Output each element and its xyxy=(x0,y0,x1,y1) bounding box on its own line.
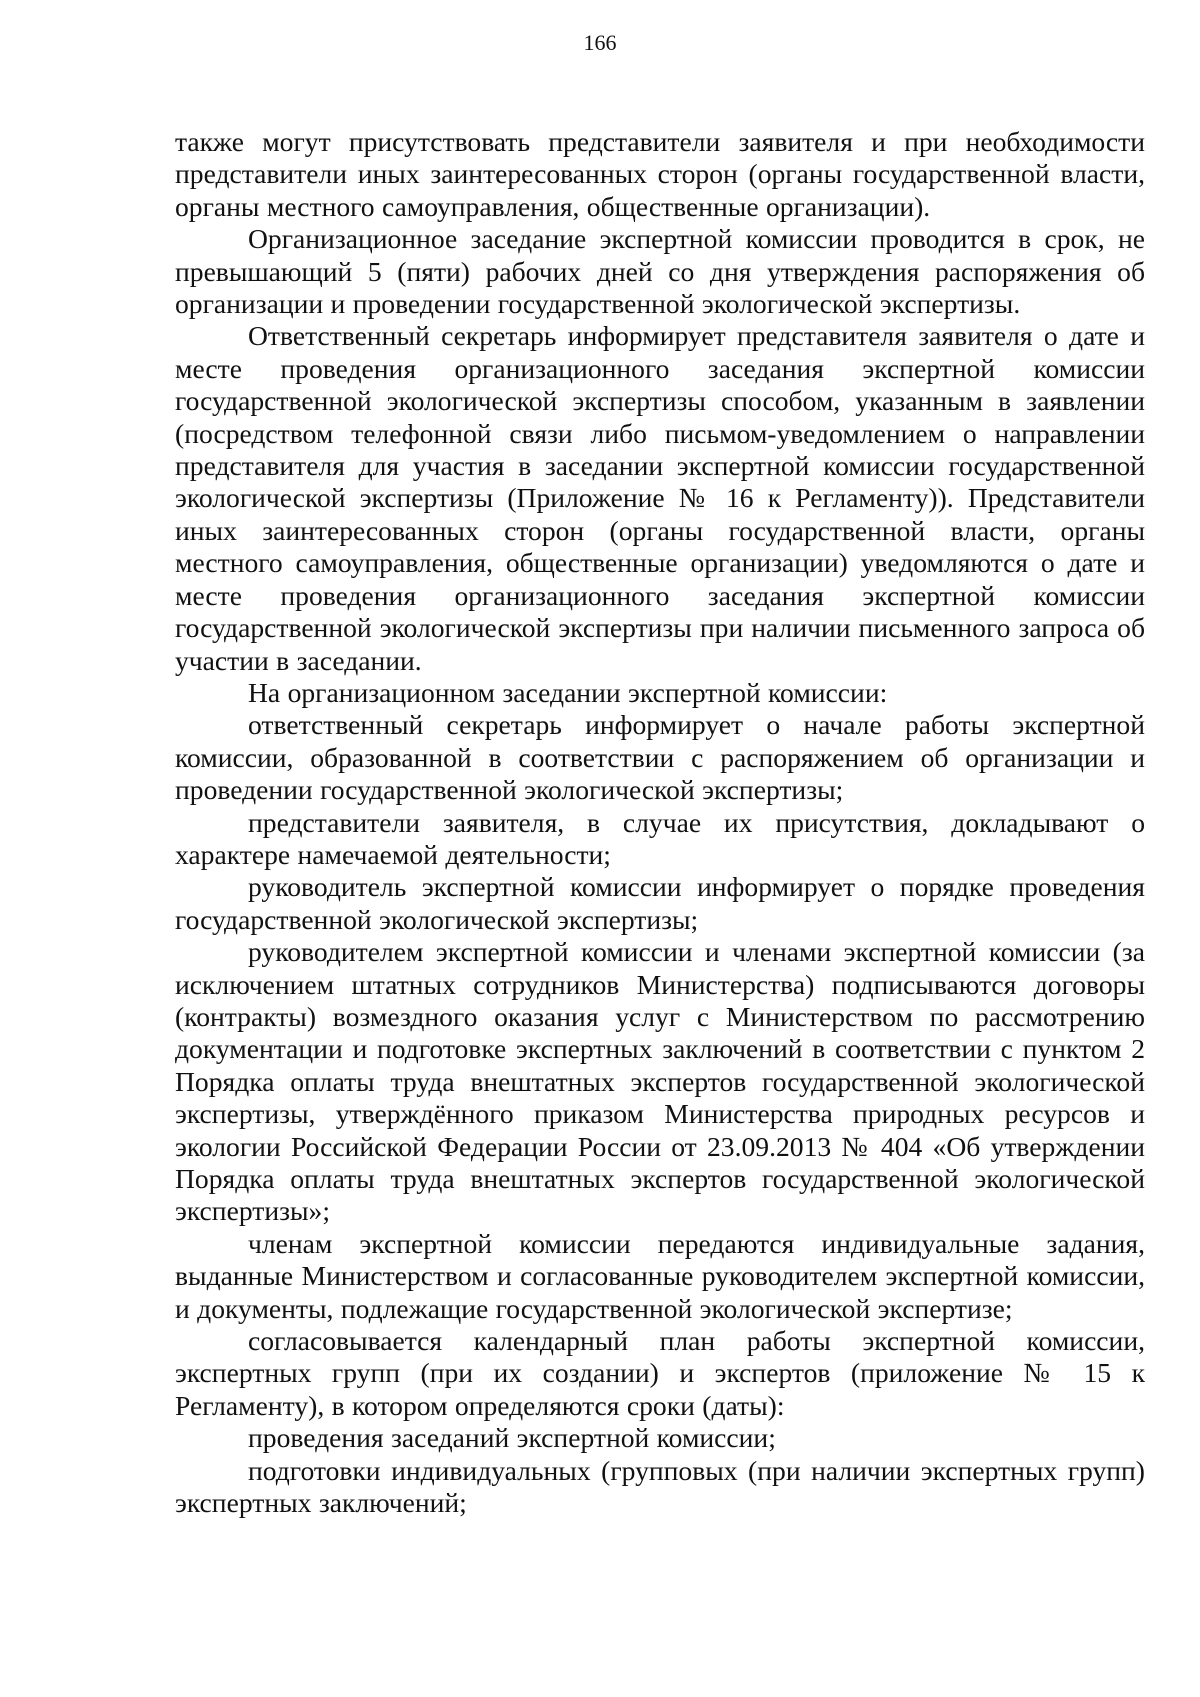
list-item: представители заявителя, в случае их присутствия, докладывают о характере намечаемой деятельности; xyxy=(175,806,1145,870)
page-number: 166 xyxy=(583,30,617,55)
list-item: ответственный секретарь информирует о начале работы экспертной комиссии, образованной в соответствии с распоряжением об организации и проведении государственной экологической экспертизы; xyxy=(175,709,1145,806)
list-item: руководителем экспертной комиссии и членами экспертной комиссии (за исключением штатных сотрудников Министерства) подписываются договоры (контракты) возмездного оказания услуг с Министерством по рассмотрению документации и подготовке экспертных заключений в соответствии с пунктом 2 Порядка оплаты труда внештатных экспертов государственной экологической экспертизы, утверждённого приказом Министерства природных ресурсов и экологии Российской Федерации России от 23.09.2013 № 404 «Об утверждении Порядка оплаты труда внештатных экспертов государственной экологической экспертизы»; xyxy=(175,936,1145,1227)
list-item: подготовки индивидуальных (групповых (при наличии экспертных групп) экспертных заключений; xyxy=(175,1454,1145,1519)
paragraph: На организационном заседании экспертной комиссии: xyxy=(248,676,888,708)
paragraph: Организационное заседание экспертной комиссии проводится в срок, не превышающий 5 (пяти) рабочих дней со дня утверждения распоряжения об организации и проведении государственной экологической экспертизы. xyxy=(175,223,1145,320)
paragraph: также могут присутствовать представители заявителя и при необходимости представители иных заинтересованных сторон (органы государственной власти, органы местного самоуправления, общественные организации). xyxy=(175,126,1145,222)
document-body xyxy=(175,126,1145,1519)
list-item: членам экспертной комиссии передаются индивидуальные задания, выданные Министерством и согласованные руководителем экспертной комиссии, и документы, подлежащие государственной экологической экспертизе; xyxy=(175,1227,1145,1324)
list-item: руководитель экспертной комиссии информирует о порядке проведения государственной экологической экспертизы; xyxy=(175,871,1145,935)
paragraph: Ответственный секретарь информирует представителя заявителя о дате и месте проведения организационного заседания экспертной комиссии государственной экологической экспертизы способом, указанным в заявлении (посредством телефонной связи либо письмом-уведомлением о направлении представителя для участия в заседании экспертной комиссии государственной экологической экспертизы (Приложение № 16 к Регламенту)). Представители иных заинтересованных сторон (органы государственной власти, органы местного самоуправления, общественные организации) уведомляются о дате и месте проведения организационного заседания экспертной комиссии государственной экологической экспертизы при наличии письменного запроса об участии в заседании. xyxy=(175,320,1145,676)
list-item: проведения заседаний экспертной комиссии; xyxy=(248,1422,776,1454)
list-item: согласовывается календарный план работы экспертной комиссии, экспертных групп (при их создании) и экспертов (приложение № 15 к Регламенту), в котором определяются сроки (даты): xyxy=(175,1325,1145,1421)
